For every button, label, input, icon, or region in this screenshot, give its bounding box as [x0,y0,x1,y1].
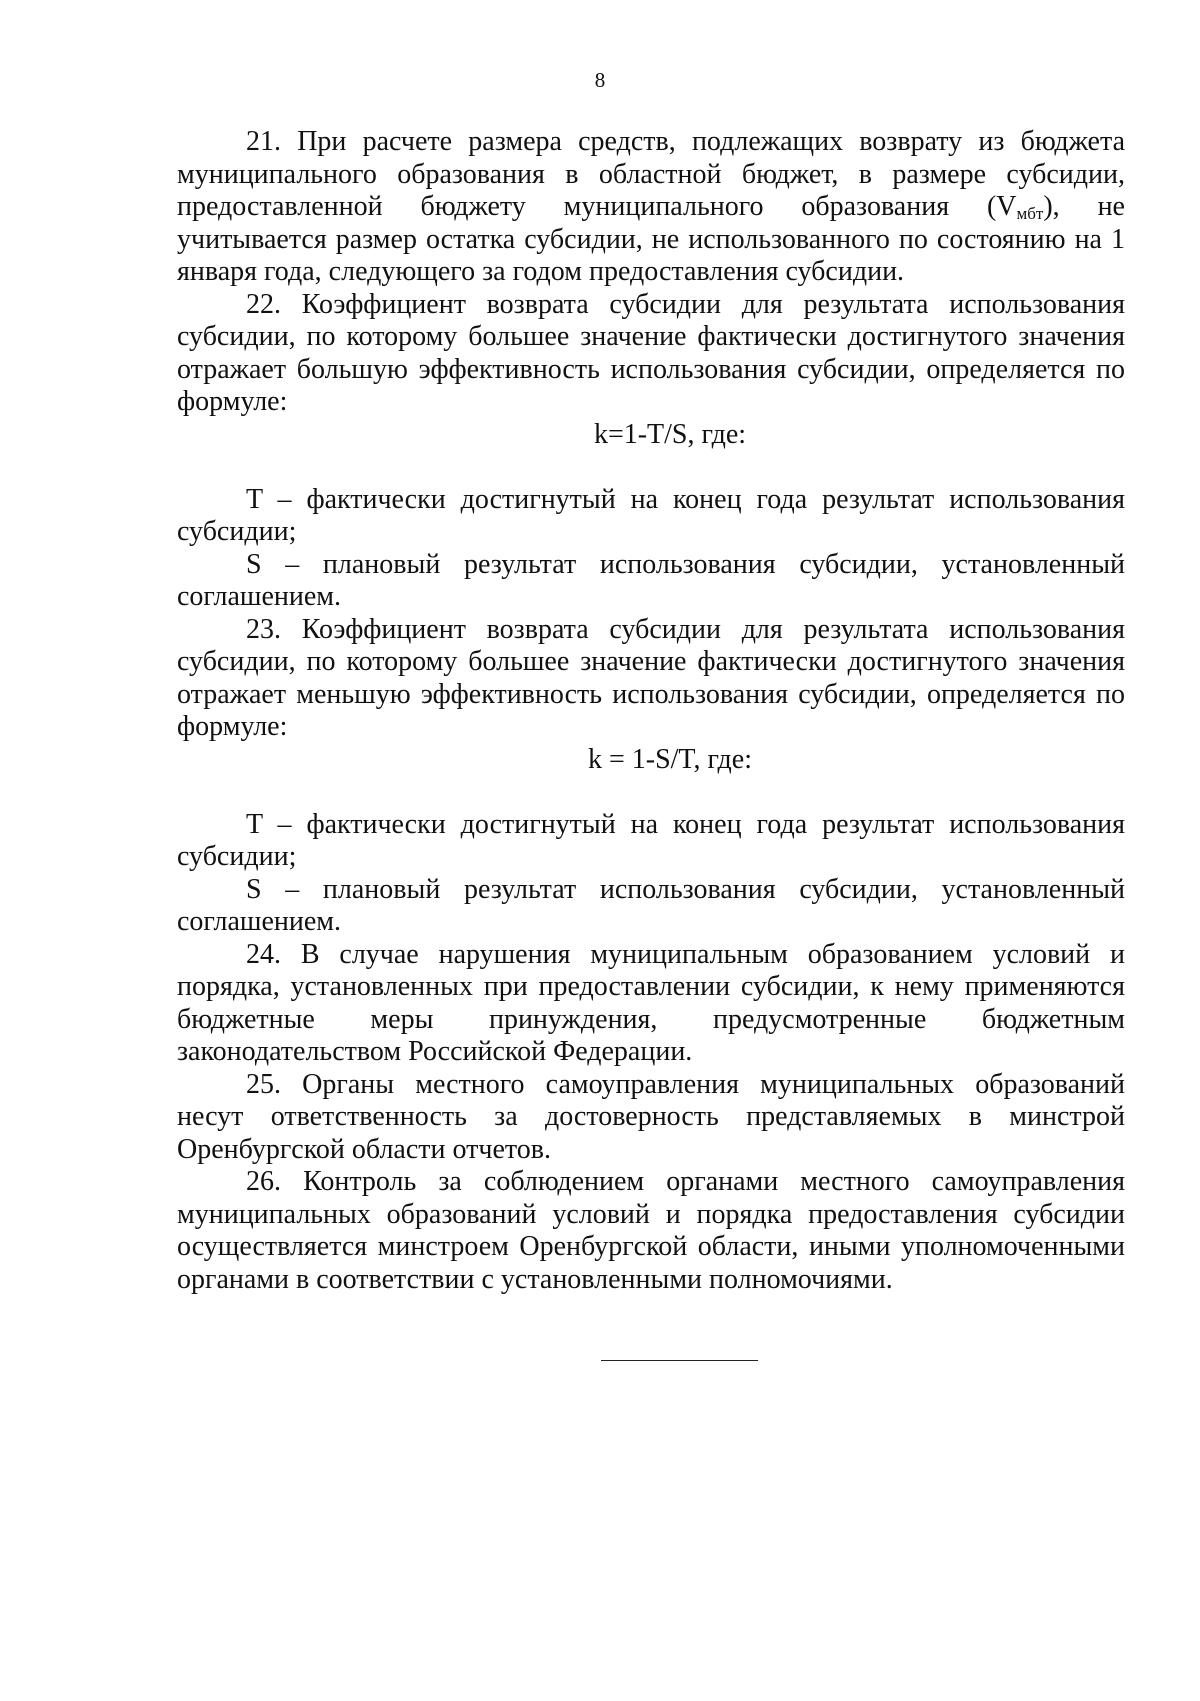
paragraph-number: 22. [246,288,281,320]
paragraph-21 [177,126,1125,289]
document-body [177,126,1125,1296]
paragraph-text: При расчете размера средств, подлежащих возврату из бюджета муниципального образования в областной бюджет, в размере субсидии, предоставленной бюджету муниципального образования (V [177,126,1125,222]
paragraph-26 [177,1166,1125,1296]
paragraph-23 [177,614,1125,744]
definition-t-23: T – фактически достигнутый на конец года результат использования субсидии; [177,808,1125,872]
paragraph-text: Контроль за соблюдением органами местного самоуправления муниципальных образований условий и порядка предоставления субсидии осуществляется минстроем Оренбургской области, иными уполномоченными органами в соответствии с установленными полномочиями. [177,1166,1126,1295]
end-separator-line [601,1360,758,1361]
paragraph-text: Органы местного самоуправления муниципальных образований несут ответственность за достоверность представляемых в минстрой Оренбургской области отчетов. [177,1068,1125,1165]
paragraph-24 [177,939,1125,1069]
paragraph-text: В случае нарушения муниципальным образованием условий и порядка, установленных при предоставлении субсидии, к нему применяются бюджетные меры принуждения, предусмотренные бюджетным законодательством Российской Федерации. [177,938,1125,1067]
formula-23: k = 1-S/T, где: [587,743,753,775]
page-number: 8 [594,68,606,92]
paragraph-number: 25. [246,1068,281,1100]
definition-s-23: S – плановый результат использования субсидии, установленный соглашением. [177,873,1125,937]
paragraph-number: 21. [246,126,281,157]
paragraph-number: 24. [246,938,281,970]
paragraph-text: Коэффициент возврата субсидии для результата использования субсидии, по которому большее значение фактически достигнутого значения отражает меньшую эффективность использования субсидии, определяется по формуле: [177,613,1126,742]
definition-t-22: T – фактически достигнутый на конец года результат использования субсидии; [177,483,1125,547]
paragraph-number: 23. [246,613,281,645]
paragraph-number: 26. [246,1166,281,1197]
subscript: мбт [1016,204,1044,223]
formula-22: k=1-T/S, где: [593,418,747,450]
paragraph-text-continued: ), не учитывается размер остатка субсидии, не использованного по состоянию на 1 января года, следующего за годом предоставления субсидии. [177,191,1125,287]
paragraph-text: Коэффициент возврата субсидии для результата использования субсидии, по которому большее значение фактически достигнутого значения отражает большую эффективность использования субсидии, определяется по формуле: [177,288,1126,417]
paragraph-25 [177,1069,1125,1167]
paragraph-22 [177,289,1125,419]
definition-s-22: S – плановый результат использования субсидии, установленный соглашением. [177,548,1125,612]
